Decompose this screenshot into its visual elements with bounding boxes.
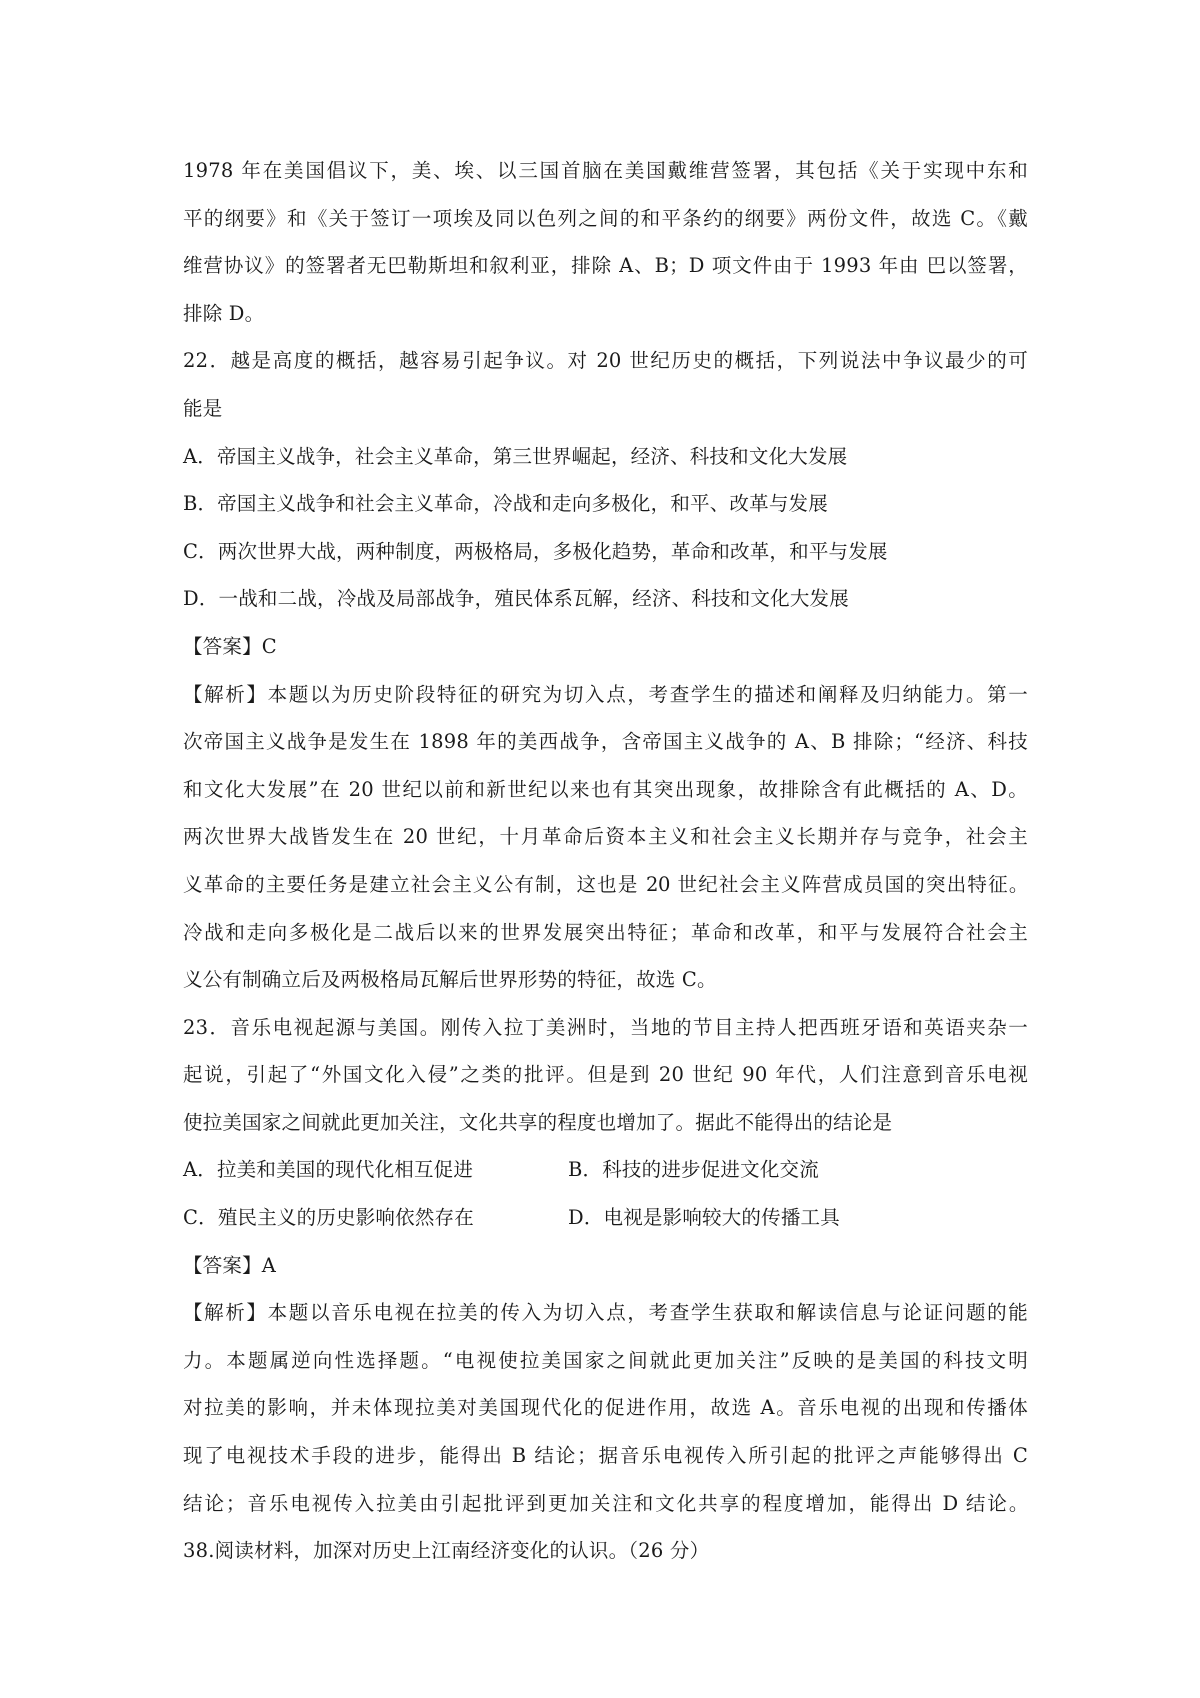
question-22-option-c: C．两次世界大战，两种制度，两极格局，多极化趋势，革命和改革，和平与发展 <box>183 539 888 563</box>
question-22-analysis: 和文化大发展”在 20 世纪以前和新世纪以来也有其突出现象，故排除含有此概括的 A、D。 <box>183 777 1028 801</box>
question-38-stem: 38.阅读材料，加深对历史上江南经济变化的认识。（26 分） <box>183 1539 710 1563</box>
question-22-option-b: B．帝国主义战争和社会主义革命，冷战和走向多极化，和平、改革与发展 <box>183 492 828 516</box>
question-23-stem: 使拉美国家之间就此更加关注，文化共享的程度也增加了。据此不能得出的结论是 <box>183 1110 893 1134</box>
question-23-stem: 起说，引起了“外国文化入侵”之类的批评。但是到 20 世纪 90 年代，人们注意到音乐电视 <box>183 1063 1028 1087</box>
question-23-analysis: 结论；音乐电视传入拉美由引起批评到更加关注和文化共享的程度增加，能得出 D 结论。 <box>183 1491 1028 1515</box>
text-line: 平的纲要》和《关于签订一项埃及同以色列之间的和平条约的纲要》两份文件，故选 C。《戴 <box>183 206 1028 230</box>
question-23-analysis: 现了电视技术手段的进步，能得出 B 结论；据音乐电视传入所引起的批评之声能够得出 C <box>183 1444 1028 1468</box>
question-23-option-b: B．科技的进步促进文化交流 <box>568 1158 819 1182</box>
question-22-option-d: D．一战和二战，冷战及局部战争，殖民体系瓦解，经济、科技和文化大发展 <box>183 587 849 611</box>
text-line: 1978 年在美国倡议下，美、埃、以三国首脑在美国戴维营签署，其包括《关于实现中东和 <box>183 159 1028 182</box>
question-23-analysis: 【解析】本题以音乐电视在拉美的传入为切入点，考查学生获取和解读信息与论证问题的能 <box>183 1301 1028 1325</box>
question-23-options-row <box>183 1194 1028 1242</box>
question-22-stem-cont: 能是 <box>183 396 223 420</box>
question-22-stem: 22．越是高度的概括，越容易引起争议。对 20 世纪历史的概括，下列说法中争议最少的可 <box>183 349 1028 373</box>
question-22-analysis: 两次世界大战皆发生在 20 世纪，十月革命后资本主义和社会主义长期并存与竞争，社会主 <box>183 825 1028 849</box>
question-22-analysis: 义公有制确立后及两极格局瓦解后世界形势的特征，故选 C。 <box>183 968 717 992</box>
question-23-stem: 23．音乐电视起源与美国。刚传入拉丁美洲时，当地的节目主持人把西班牙语和英语夹杂一 <box>183 1015 1028 1039</box>
question-23-option-c: C．殖民主义的历史影响依然存在 <box>183 1206 474 1230</box>
question-23-analysis: 力。本题属逆向性选择题。“电视使拉美国家之间就此更加关注”反映的是美国的科技文明 <box>183 1348 1028 1372</box>
question-22-option-a: A．帝国主义战争，社会主义革命，第三世界崛起，经济、科技和文化大发展 <box>183 444 848 468</box>
question-23-option-d: D．电视是影响较大的传播工具 <box>568 1206 840 1230</box>
question-22-analysis: 次帝国主义战争是发生在 1898 年的美西战争，含帝国主义战争的 A、B 排除；“经济、科技 <box>183 730 1028 754</box>
question-23-option-a: A．拉美和美国的现代化相互促进 <box>183 1158 474 1182</box>
page-content <box>183 147 1028 1575</box>
text-line: 维营协议》的签署者无巴勒斯坦和叙利亚，排除 A、B；D 项文件由于 1993 年由 巴以签署， <box>183 254 1028 278</box>
question-23-options-row <box>183 1146 1028 1194</box>
question-23-analysis: 对拉美的影响，并未体现拉美对美国现代化的促进作用，故选 A。音乐电视的出现和传播体 <box>183 1396 1028 1420</box>
question-22-analysis: 冷战和走向多极化是二战后以来的世界发展突出特征；革命和改革，和平与发展符合社会主 <box>183 920 1028 944</box>
question-23-answer: 【答案】A <box>183 1253 277 1277</box>
question-22-analysis: 义革命的主要任务是建立社会主义公有制，这也是 20 世纪社会主义阵营成员国的突出特征。 <box>183 872 1028 896</box>
question-22-answer: 【答案】C <box>183 634 277 658</box>
question-22-analysis: 【解析】本题以为历史阶段特征的研究为切入点，考查学生的描述和阐释及归纳能力。第一 <box>183 682 1028 706</box>
text-line: 排除 D。 <box>183 301 265 325</box>
